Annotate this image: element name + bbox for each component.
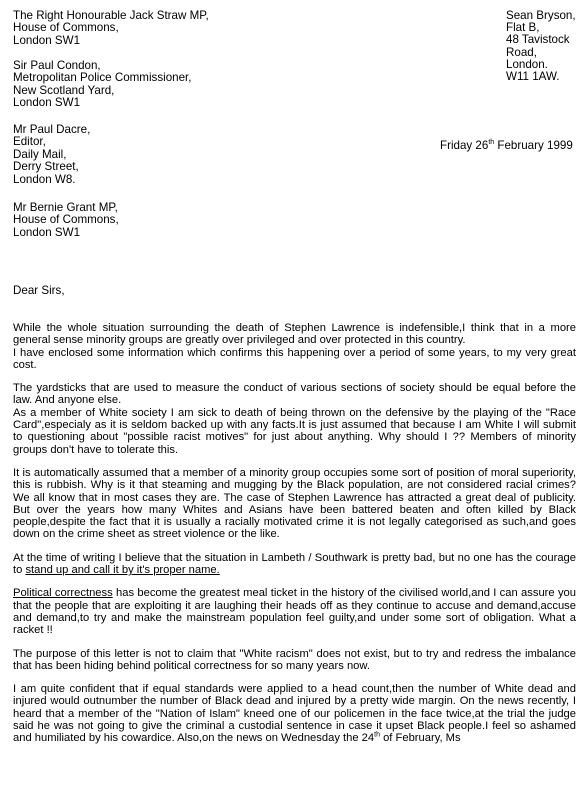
paragraph — [13, 587, 576, 636]
recipient-address-4 — [13, 202, 119, 239]
paragraph: I have enclosed some information which confirms this happening over a period of some years, to my very great cost. — [13, 346, 576, 371]
address-line: London. — [506, 57, 548, 71]
address-line: House of Commons, — [13, 213, 119, 227]
address-line: London W8. — [13, 172, 76, 186]
address-line: Metropolitan Police Commissioner, — [13, 71, 192, 85]
address-line: New Scotland Yard, — [13, 83, 115, 97]
letter-date — [440, 140, 573, 152]
address-line: Editor, — [13, 135, 46, 149]
date-ordinal: th — [374, 731, 380, 739]
address-line: Sir Paul Condon, — [13, 59, 101, 72]
address-line: Sean Bryson, — [506, 9, 576, 22]
sender-address — [506, 10, 576, 83]
paragraph: The purpose of this letter is not to claim that "White racism" does not exist, but to try and redress the imbalance that has been hiding behind political correctness for so many years now. — [13, 647, 576, 672]
letter-body — [13, 322, 576, 756]
date-ordinal: th — [488, 139, 495, 147]
paragraph: While the whole situation surrounding the death of Stephen Lawrence is indefensible,I think that in a more general sense minority groups are greatly over privileged and over protected in this country. — [13, 322, 576, 347]
paragraph: It is automatically assumed that a member of a minority group occupies some sort of position of moral superiority, this is rubbish. Why is it that steaming and mugging by the Black population, are not considered racial crimes? We all know that in most cases they are. The case of Stephen Lawrence has attracted a great deal of publicity. But over the years how many Whites and Asians have been battered beaten and often killed by Black people,despite the fact that it is usually a racially motivated crime it is not legally categorised as such,and goes down on the crime sheet as street violence or the like. — [13, 466, 576, 541]
address-line: London SW1 — [13, 96, 81, 110]
text: I am quite confident that if equal standards were applied to a head count,then the number of White dead and injured would outnumber the number of Black dead and injured by a pretty wide margin. On the news recently, I heard that a member of the "Nation of Islam" kneed one of our policemen in the face twice,at the trial the judge said he was not going to give the criminal a custodial sentence in case it upset Black people.I feel so ashamed and humiliated by his cowardice. Also,on the news on Wednesday the 24 — [13, 683, 576, 745]
address-line: Daily Mail, — [13, 147, 67, 161]
address-line: House of Commons, — [13, 21, 119, 35]
text: At the time of writing I believe that the situation in Lambeth / Southwark is pretty bad, but no one has the courage to — [13, 551, 576, 577]
address-line: Mr Bernie Grant MP, — [13, 201, 118, 214]
underlined-text: Political correctness — [13, 587, 113, 600]
address-line: London SW1 — [13, 33, 81, 47]
salutation: Dear Sirs, — [13, 284, 65, 297]
paragraph — [13, 683, 576, 744]
address-line: 48 Tavistock — [506, 33, 570, 47]
underlined-text: stand up and call it by it's proper name. — [25, 564, 220, 577]
date-text: Friday 26 — [440, 139, 489, 152]
address-line: Mr Paul Dacre, — [13, 123, 91, 136]
address-line: The Right Honourable Jack Straw MP, — [13, 9, 209, 22]
text: has become the greatest meal ticket in the history of the civilised world,and I can assure you that the people that are exploiting it are laughing their heads off as they continue to accuse and demand,accuse and demand,to try and make the mainstream population feel guilty,and under some sort of obligation. What a racket !! — [13, 587, 576, 637]
text: of February, Ms — [379, 732, 461, 745]
address-line: Road, — [506, 45, 537, 59]
date-text: February 1999 — [494, 139, 573, 152]
address-line: London SW1 — [13, 225, 81, 239]
address-line: W11 1AW. — [506, 70, 560, 84]
recipient-address-1 — [13, 10, 209, 47]
paragraph: As a member of White society I am sick to death of being thrown on the defensive by the playing of the "Race Card",especialy as it is seldom backed up with any facts.It is just assumed that because I am White I will submit to questioning about "possible racist motives" for just about anything. Why should I ?? Members of minority groups don't have to tolerate this. — [13, 406, 576, 456]
recipient-address-3 — [13, 124, 90, 186]
recipient-address-2 — [13, 60, 192, 110]
paragraph: The yardsticks that are used to measure the conduct of various sections of society should be equal before the law. And anyone else. — [13, 382, 576, 407]
address-line: Derry Street, — [13, 160, 79, 174]
paragraph — [13, 552, 576, 577]
address-line: Flat B, — [506, 21, 540, 35]
